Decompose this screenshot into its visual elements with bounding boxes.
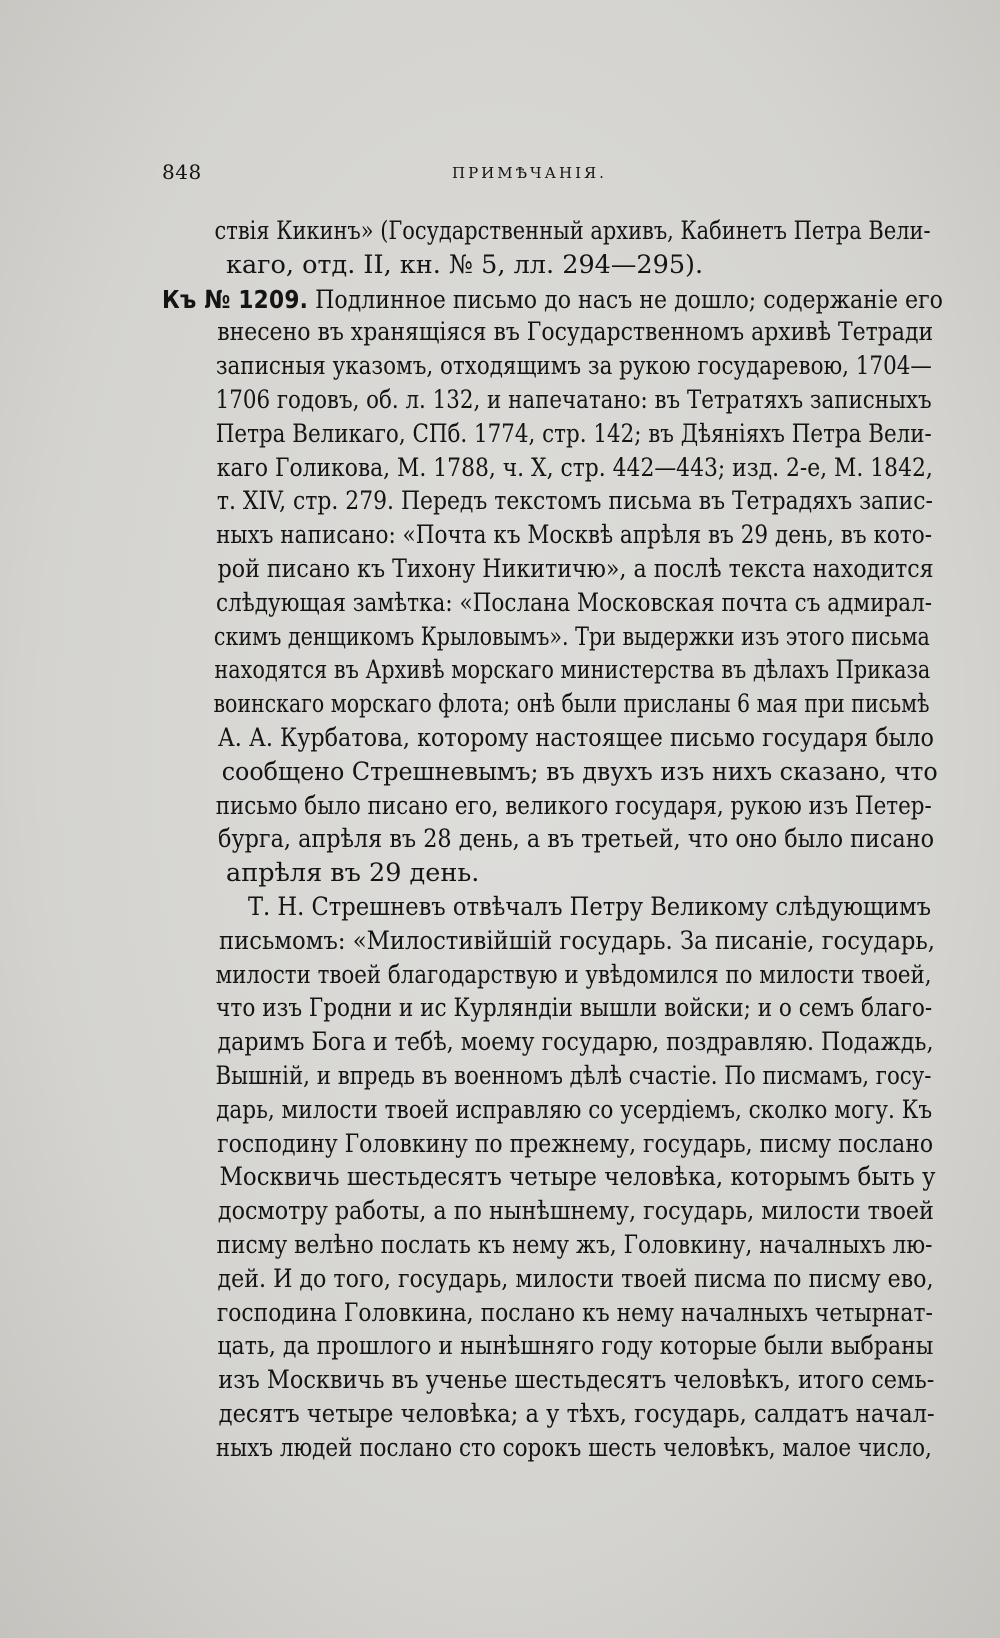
text-line: бурга, апрѣля въ 28 день, а въ третьей, что оно было писано: [218, 824, 935, 855]
text-line: господина Головкина, послано къ нему началныхъ четырнат-: [216, 1297, 933, 1328]
text-line: десятъ четыре человѣка; а у тѣхъ, государь, салдатъ начал-: [218, 1398, 935, 1429]
text-line: апрѣля въ 29 день.: [226, 858, 480, 889]
text-line: записныя указомъ, отходящимъ за рукою государевою, 1704—: [215, 351, 932, 382]
text-line: слѣдующая замѣтка: «Послана Московская почта съ адмирал-: [216, 587, 933, 618]
text-line: даримъ Бога и тебѣ, моему государю, поздравляю. Подаждь,: [217, 1027, 934, 1058]
running-head: [162, 160, 940, 190]
text-line: Къ № 1209. Подлинное письмо до насъ не дошло; содержаніе его: [162, 284, 943, 315]
text-line: изъ Москвичь въ ученье шестьдесятъ человѣкъ, итого семь-: [218, 1365, 935, 1396]
text-line: дарь, милости твоей исправляю со усердіемъ, сколко могу. Къ: [216, 1094, 933, 1125]
text-line: каго Голикова, М. 1788, ч. X, стр. 442—443; изд. 2-е, М. 1842,: [216, 452, 933, 483]
page-number: 848: [162, 160, 202, 184]
text-line: милости твоей благодарствую и увѣдомился по милости твоей,: [215, 959, 932, 990]
text-line: А. А. Курбатова, которому настоящее письмо государя было: [217, 722, 934, 753]
text-line: дей. И до того, государь, милости твоей писма по писму ево,: [217, 1263, 934, 1294]
text-line: находятся въ Архивѣ морскаго министерства въ дѣлахъ Приказа: [214, 655, 931, 686]
text-line: Москвичь шестьдесятъ четыре человѣка, которымъ быть у: [219, 1162, 936, 1193]
body-text: [162, 215, 942, 1465]
text-line: т. XIV, стр. 279. Передъ текстомъ письма въ Тетрадяхъ запис-: [216, 486, 933, 517]
text-line: ныхъ людей послано сто сорокъ шесть человѣкъ, малое число,: [215, 1432, 932, 1463]
text-line: Вышній, и впредь въ военномъ дѣлѣ счастіе. По писмамъ, госу-: [215, 1060, 932, 1091]
section-title: ПРИМѢЧАНІЯ.: [452, 164, 607, 182]
note-reference-label: Къ № 1209.: [162, 284, 309, 314]
text-line: каго, отд. II, кн. № 5, лл. 294—295).: [226, 249, 704, 280]
text-line: Т. Н. Стрешневъ отвѣчалъ Петру Великому слѣдующимъ: [247, 891, 931, 922]
text-line: Петра Великаго, СПб. 1774, стр. 142; въ Дѣяніяхъ Петра Вели-: [215, 418, 932, 449]
text-line: письмомъ: «Милостивійшій государь. За писаніе, государь,: [219, 925, 936, 956]
text-line: господину Головкину по прежнему, государь, писму послано: [217, 1128, 934, 1159]
text-line: внесено въ хранящіяся въ Государственномъ архивѣ Тетради: [217, 317, 934, 348]
text-line: воинскаго морскаго флота; онѣ были присланы 6 мая при письмѣ: [213, 689, 930, 720]
text-line: писму велѣно послать къ нему жъ, Головкину, началныхъ лю-: [216, 1229, 933, 1260]
text-line: 1706 годовъ, об. л. 132, и напечатано: въ Тетратяхъ записныхъ: [215, 384, 932, 415]
text-line: скимъ денщикомъ Крыловымъ». Три выдержки изъ этого письма: [213, 621, 930, 652]
text-line: ствія Кикинъ» (Государственный архивъ, Кабинетъ Петра Вели-: [214, 216, 931, 246]
text-line: ныхъ написано: «Почта къ Москвѣ апрѣля въ 29 день, въ кото-: [216, 520, 933, 551]
text-line: рой писано къ Тихону Никитичю», а послѣ текста находится: [217, 553, 934, 584]
text-line: письмо было писано его, великого государя, рукою изъ Петер-: [215, 790, 932, 821]
text-line: сообщено Стрешневымъ; въ двухъ изъ нихъ сказано, что: [221, 756, 938, 787]
text-line: что изъ Гродни и ис Курляндіи вышли войски; и о семъ благо-: [216, 993, 933, 1024]
text-line: досмотру работы, а по нынѣшнему, государь, милости твоей: [217, 1196, 934, 1227]
text-line: цать, да прошлого и нынѣшняго году которые были выбраны: [217, 1331, 934, 1362]
